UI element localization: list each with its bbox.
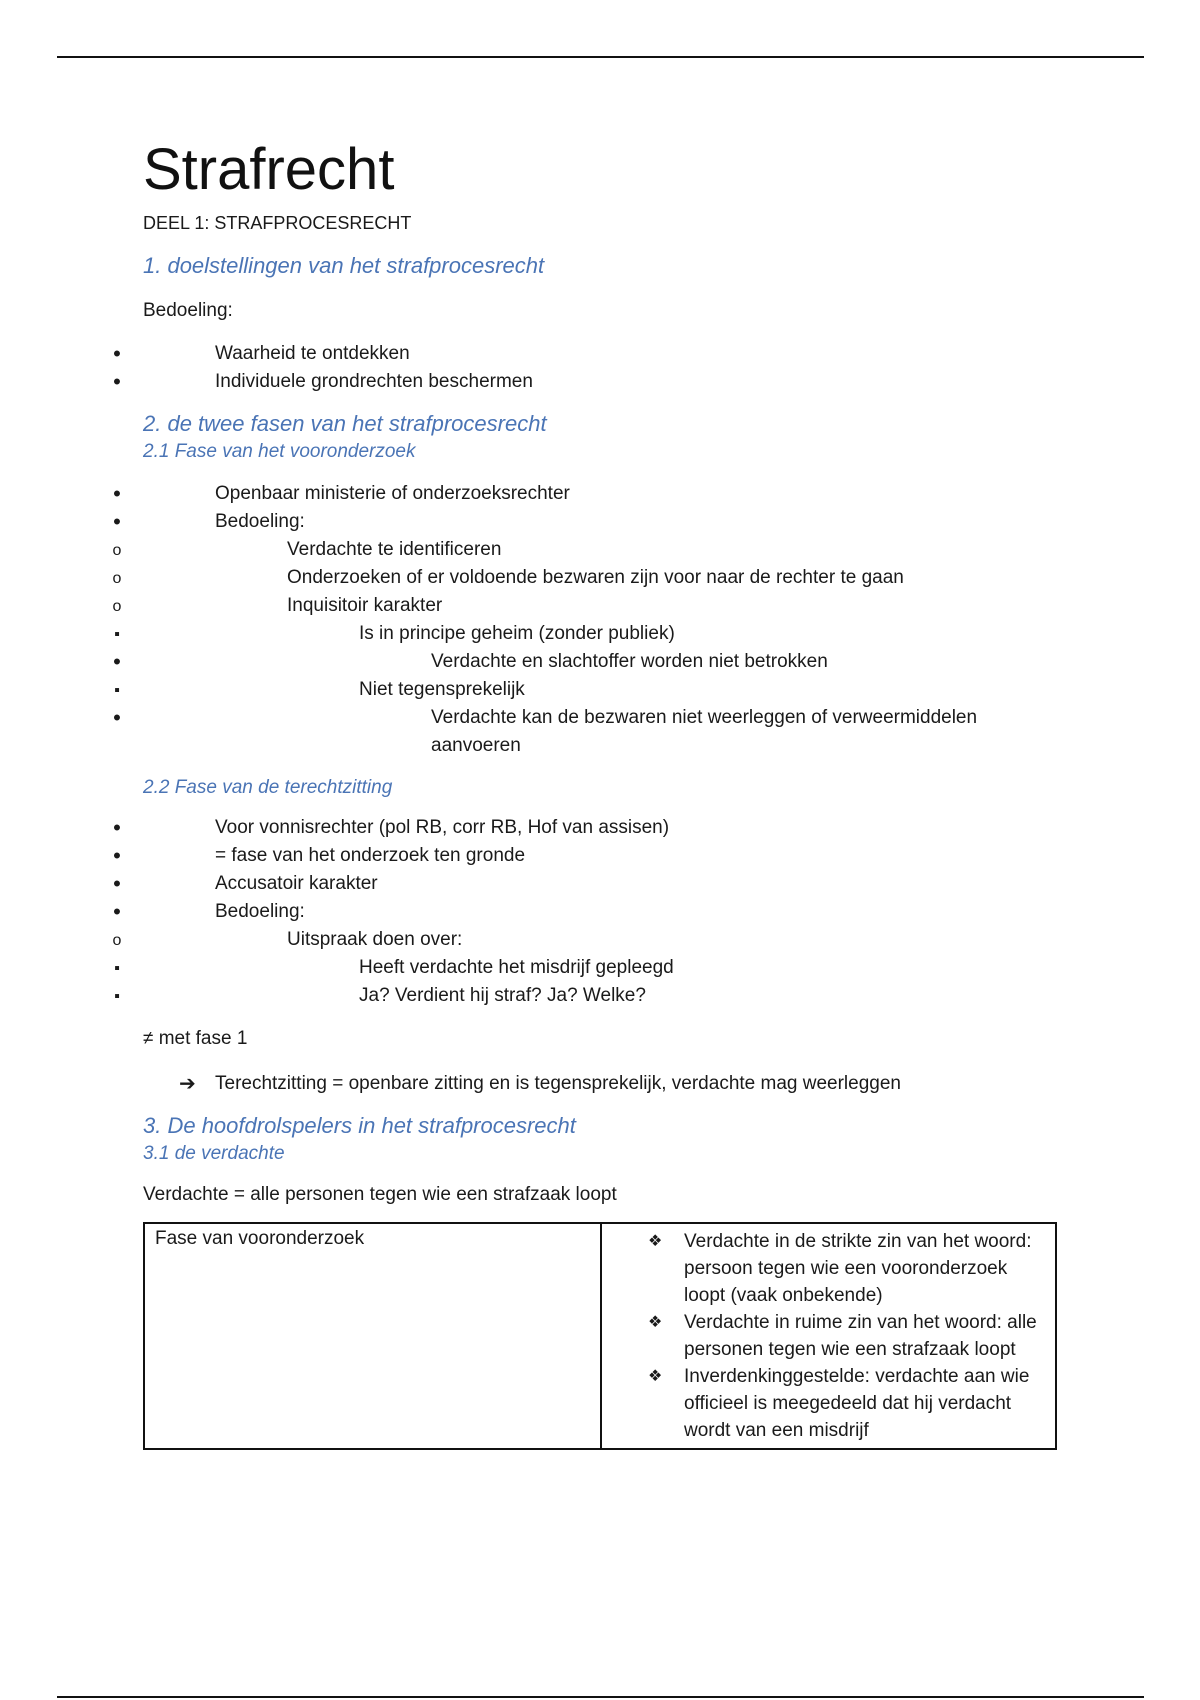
- footer-rule: [57, 1696, 1144, 1698]
- document-subtitle: DEEL 1: STRAFPROCESRECHT: [143, 213, 412, 233]
- table-cell-definitions: [601, 1223, 1056, 1449]
- list-item: • Individuele grondrechten beschermen: [143, 368, 1063, 396]
- suspect-definition: Verdachte = alle personen tegen wie een strafzaak loopt: [143, 1184, 617, 1205]
- bullet-icon: [107, 648, 127, 678]
- bullet-icon: [107, 704, 127, 734]
- list-item: ❖ Inverdenkinggestelde: verdachte aan wie officieel is meegedeeld dat hij verdacht wordt van een misdrijf: [684, 1363, 1045, 1444]
- suspect-table: [143, 1222, 1057, 1450]
- bullet-icon: [107, 480, 127, 510]
- list-item: ▪ Ja? Verdient hij straf? Ja? Welke?: [143, 982, 1063, 1010]
- square-bullet-icon: [107, 954, 127, 983]
- list-item: • Openbaar ministerie of onderzoeksrechter: [143, 480, 1063, 508]
- square-bullet-icon: [107, 620, 127, 649]
- section-1-list: [143, 340, 1063, 396]
- diamond-bullet-icon: ❖: [648, 1233, 663, 1250]
- list-item: ▪ Niet tegensprekelijk: [143, 676, 1063, 704]
- section-2-1-list: [143, 480, 1063, 760]
- arrow-conclusion: ➔ Terechtzitting = openbare zitting en is tegensprekelijk, verdachte mag weerleggen: [143, 1070, 1063, 1098]
- section-3-heading: 3. De hoofdrolspelers in het strafprocesrecht: [143, 1113, 576, 1138]
- bullet-icon: [107, 508, 127, 538]
- list-item: ❖ Verdachte in de strikte zin van het woord: persoon tegen wie een vooronderzoek loopt (vaak onbekende): [684, 1228, 1045, 1309]
- list-item: • Verdachte kan de bezwaren niet weerleggen of verweermiddelen aanvoeren: [143, 704, 1046, 760]
- bullet-icon: [107, 898, 127, 928]
- list-item: ▪ Is in principe geheim (zonder publiek): [143, 620, 1063, 648]
- list-item: o Uitspraak doen over:: [143, 926, 1063, 954]
- list-item: o Verdachte te identificeren: [143, 536, 1063, 564]
- bullet-icon: [107, 870, 127, 900]
- bullet-icon: [107, 368, 127, 398]
- list-item: • Accusatoir karakter: [143, 870, 1063, 898]
- circle-bullet-icon: [107, 592, 127, 621]
- bullet-icon: [107, 340, 127, 370]
- diamond-bullet-icon: ❖: [648, 1368, 663, 1385]
- section-3-1-heading: 3.1 de verdachte: [143, 1143, 285, 1164]
- document-body: [143, 138, 1063, 1450]
- list-item: • Voor vonnisrechter (pol RB, corr RB, Hof van assisen): [143, 814, 1063, 842]
- table-cell-phase: Fase van vooronderzoek: [144, 1223, 601, 1449]
- table-row: [144, 1223, 1056, 1449]
- document-title: Strafrecht: [143, 137, 395, 202]
- circle-bullet-icon: [107, 564, 127, 593]
- section-2-heading: 2. de twee fasen van het strafprocesrecht: [143, 411, 547, 436]
- section-2-1-heading: 2.1 Fase van het vooronderzoek: [143, 441, 416, 462]
- section-1-heading: 1. doelstellingen van het strafprocesrecht: [143, 253, 545, 278]
- comparison-note: ≠ met fase 1: [143, 1028, 248, 1049]
- list-item: o Onderzoeken of er voldoende bezwaren zijn voor naar de rechter te gaan: [143, 564, 1063, 592]
- circle-bullet-icon: [107, 926, 127, 955]
- section-2-2-heading: 2.2 Fase van de terechtzitting: [143, 777, 393, 798]
- list-item: ❖ Verdachte in ruime zin van het woord: alle personen tegen wie een strafzaak loopt: [684, 1309, 1045, 1363]
- bullet-icon: [107, 814, 127, 844]
- list-item: • = fase van het onderzoek ten gronde: [143, 842, 1063, 870]
- list-item: • Verdachte en slachtoffer worden niet betrokken: [143, 648, 1063, 676]
- square-bullet-icon: [107, 982, 127, 1011]
- circle-bullet-icon: [107, 536, 127, 565]
- bullet-icon: [107, 842, 127, 872]
- list-item: • Bedoeling:: [143, 898, 1063, 926]
- definition-list: [612, 1228, 1045, 1444]
- list-item: • Waarheid te ontdekken: [143, 340, 1063, 368]
- section-2-2-list: [143, 814, 1063, 1010]
- list-item: • Bedoeling:: [143, 508, 1063, 536]
- right-arrow-icon: ➔: [179, 1073, 196, 1095]
- section-1-intro: Bedoeling:: [143, 300, 233, 321]
- list-item: o Inquisitoir karakter: [143, 592, 1063, 620]
- square-bullet-icon: [107, 676, 127, 705]
- list-item: ▪ Heeft verdachte het misdrijf gepleegd: [143, 954, 1063, 982]
- diamond-bullet-icon: ❖: [648, 1314, 663, 1331]
- header-rule: [57, 56, 1144, 58]
